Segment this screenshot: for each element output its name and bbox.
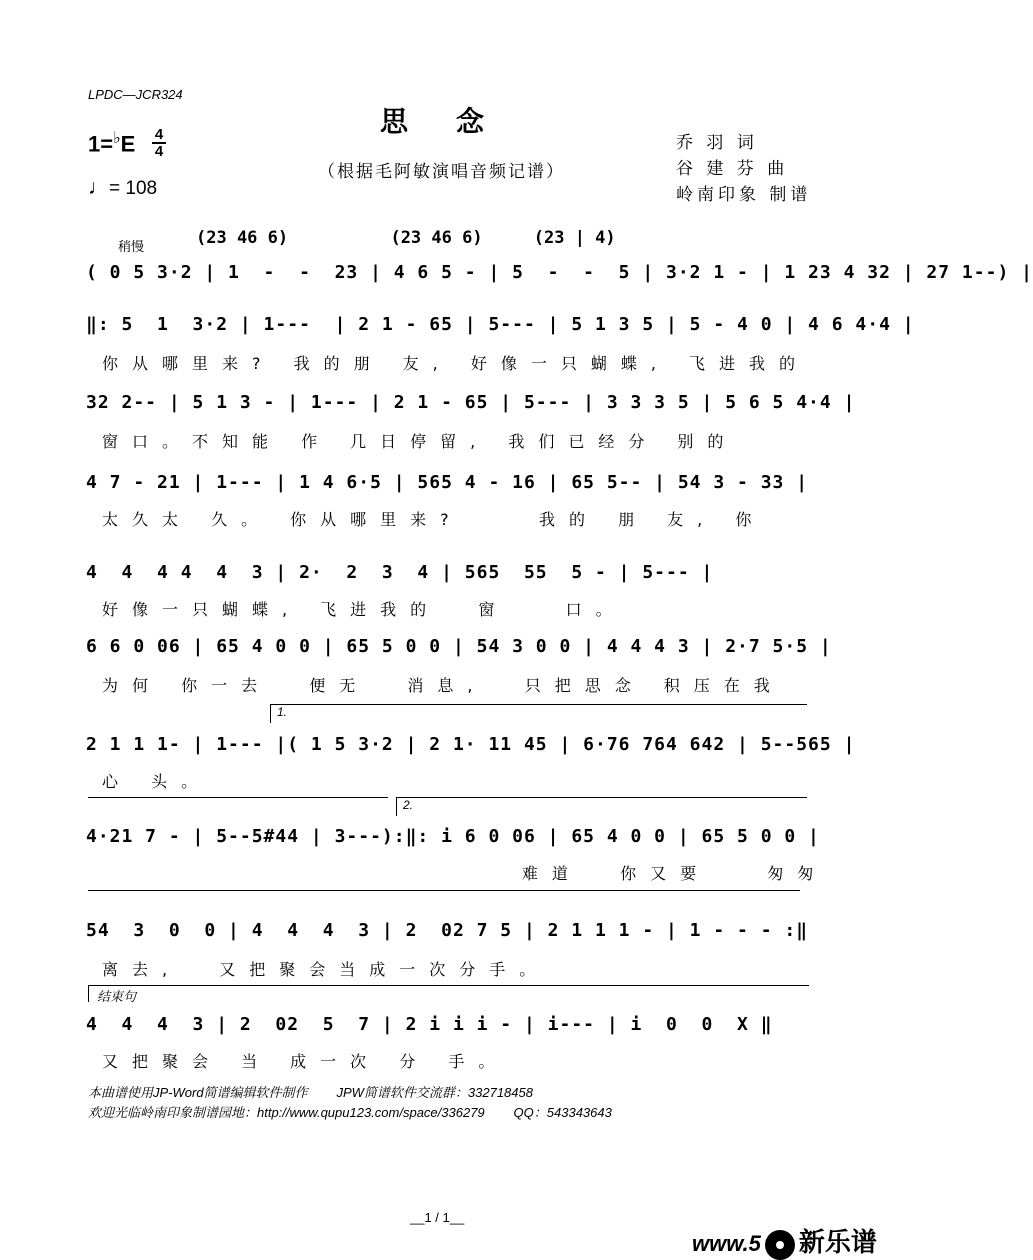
notation-row-7: 4·21 7 - | 5--5#44 | 3---):‖: i 6 0 06 | 65 4 0 0 | 65 5 0 0 | — [86, 826, 820, 847]
page-number: __1 / 1__ — [410, 1210, 465, 1225]
lyric-row-6: 心 头。 — [102, 772, 212, 791]
arranger: 岭南印象 制谱 — [676, 185, 812, 205]
lyric-row-4: 好像一只蝴蝶, 飞进我的 窗 口。 — [102, 600, 626, 619]
key-note: E — [120, 131, 136, 157]
watermark-brand-name: 新乐谱 — [798, 1228, 877, 1258]
lyric-row-3: 太久太 久。 你从哪里来? 我的 朋 友, 你 — [102, 510, 766, 529]
volta-continuation-line — [88, 797, 388, 798]
composer: 谷 建 芬 曲 — [676, 159, 789, 179]
ending-section-label: 结束句 — [88, 985, 809, 1002]
lyric-row-2: 窗口。不知能 作 几日停留, 我们已经分 别的 — [102, 432, 738, 451]
footer-line-2: 欢迎光临岭南印象制谱园地：http://www.qupu123.com/space/336279 QQ：543343643 — [88, 1105, 612, 1120]
intro-notation: ( 0 5 3·2 | 1 - - 23 | 4 6 5 - | 5 - - 5 | 3·2 1 - | 1 23 4 32 | 27 1--) | — [86, 262, 1033, 283]
lyric-row-5: 为何 你一去 便无 消息, 只把思念 积压在我 — [102, 676, 784, 695]
notation-row-2: 32 2-- | 5 1 3 - | 1--- | 2 1 - 65 | 5--- | 3 3 3 5 | 5 6 5 4·4 | — [86, 392, 856, 413]
footer-line-1: 本曲谱使用JP-Word简谱编辑软件制作 JPW简谱软件交流群：332718458 — [88, 1085, 533, 1100]
lyric-row-9: 又把聚会 当 成一次 分 手。 — [102, 1052, 509, 1071]
watermark-site: www.5 — [692, 1231, 761, 1256]
time-signature — [152, 127, 166, 159]
lyric-row-8: 离去, 又把聚会当成一次分手。 — [102, 960, 550, 979]
tempo-value: = 108 — [109, 178, 158, 199]
volta-second: 2. — [396, 797, 807, 816]
meter-bottom: 4 — [154, 143, 164, 160]
watermark-brand — [692, 1222, 877, 1260]
volta-first: 1. — [270, 704, 807, 723]
flat-symbol: ♭ — [113, 130, 121, 147]
notation-row-1: ‖: 5 1 3·2 | 1--- | 2 1 - 65 | 5--- | 5 1 3 5 | 5 - 4 0 | 4 6 4·4 | — [86, 314, 915, 335]
notation-row-8: 54 3 0 0 | 4 4 4 3 | 2 02 7 5 | 2 1 1 1 - | 1 - - - :‖ — [86, 920, 809, 941]
score-code: LPDC—JCR324 — [88, 87, 183, 102]
lyric-row-7: 难道 你又要 匆匆 — [102, 864, 828, 883]
lyric-row-1: 你从哪里来? 我的朋 友, 好像一只蝴蝶, 飞进我的 — [102, 354, 810, 373]
song-subtitle: （根据毛阿敏演唱音频记谱） — [318, 162, 565, 182]
expression-mark: 稍慢 — [118, 239, 145, 254]
notation-row-9: 4 4 4 3 | 2 02 5 7 | 2 i i i - | i--- | i 0 0 X ‖ — [86, 1014, 773, 1035]
quarter-note-icon: ♩ — [88, 176, 109, 199]
notation-row-4: 4 4 4 4 4 3 | 2· 2 3 4 | 565 55 5 - | 5--- | — [86, 562, 714, 583]
lyricist: 乔 羽 词 — [676, 133, 758, 153]
key-signature — [88, 128, 135, 157]
notation-row-6: 2 1 1 1- | 1--- |( 1 5 3·2 | 2 1· 11 45 | 6·76 764 642 | 5--565 | — [86, 734, 856, 755]
tempo-marking — [88, 176, 157, 200]
volta-second-continuation — [88, 890, 800, 891]
credits — [676, 130, 811, 208]
intro-upper-notes: (23 46 6) (23 46 6) (23 | 4) — [196, 228, 616, 248]
key-prefix: 1= — [88, 131, 114, 157]
song-title: 思念 — [380, 105, 533, 138]
notation-row-3: 4 7 - 21 | 1--- | 1 4 6·5 | 565 4 - 16 | 65 5-- | 54 3 - 33 | — [86, 472, 809, 493]
meter-top: 4 — [154, 126, 164, 143]
notation-row-5: 6 6 0 06 | 65 4 0 0 | 65 5 0 0 | 54 3 0 0 | 4 4 4 3 | 2·7 5·5 | — [86, 636, 832, 657]
vinyl-record-icon — [765, 1230, 795, 1260]
